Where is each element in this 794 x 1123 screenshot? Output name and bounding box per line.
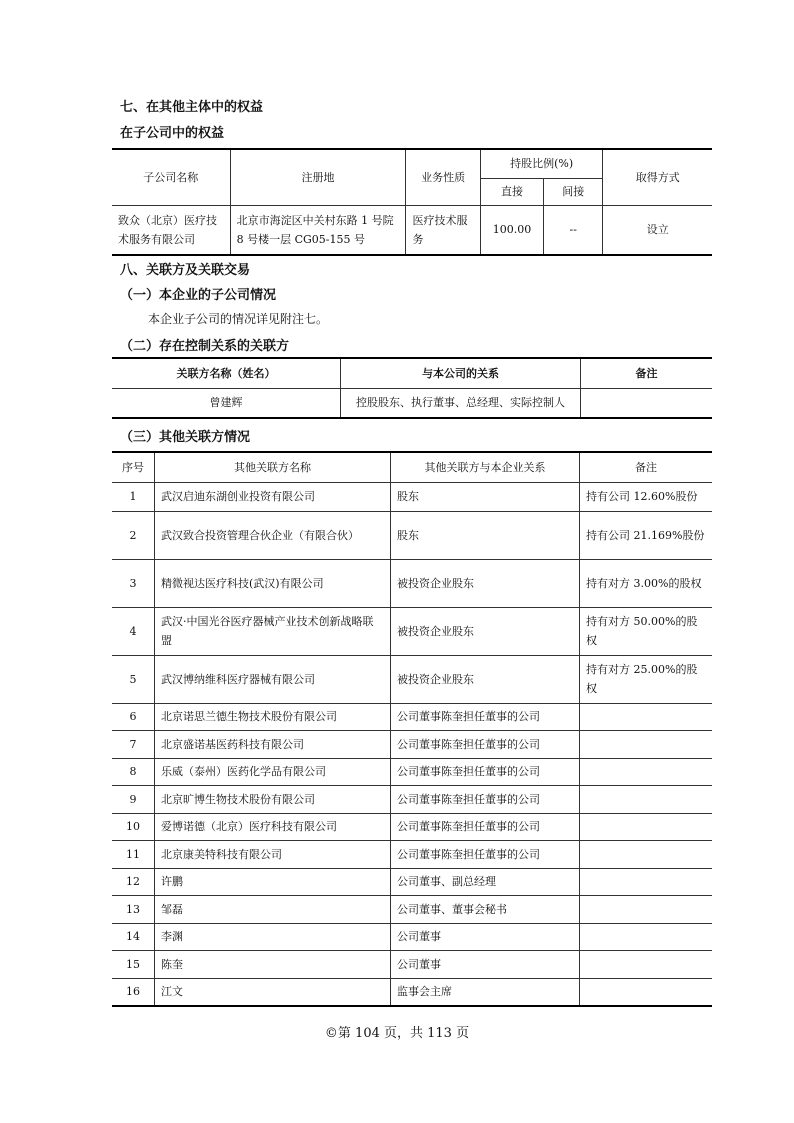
- col-header-other-relationship: 其他关联方与本企业关系: [391, 452, 580, 482]
- table-row: [112, 923, 712, 951]
- other-relationship-cell: 监事会主席: [391, 978, 580, 1006]
- other-party-name-cell: 精微视达医疗科技(武汉)有限公司: [155, 559, 391, 607]
- seq-cell: 8: [112, 758, 155, 786]
- table-row: [112, 758, 712, 786]
- subsection-3-title: （三）其他关联方情况: [120, 430, 251, 445]
- other-party-name-cell: 北京盛诺基医药科技有限公司: [155, 731, 391, 759]
- col-header-other-note: 备注: [580, 452, 713, 482]
- seq-cell: 9: [112, 786, 155, 814]
- subsidiary-interest-heading: 在子公司中的权益: [120, 126, 225, 141]
- controlling-party-table: [112, 357, 712, 419]
- col-header-other-party-name: 其他关联方名称: [155, 452, 391, 482]
- seq-cell: 11: [112, 841, 155, 869]
- other-relationship-cell: 公司董事陈奎担任董事的公司: [391, 841, 580, 869]
- other-note-cell: [580, 758, 713, 786]
- other-party-name-cell: 乐威（泰州）医药化学品有限公司: [155, 758, 391, 786]
- other-note-cell: 持有公司 21.169%股份: [580, 511, 713, 559]
- seq-cell: 10: [112, 813, 155, 841]
- page-footer: ©第 104 页，共 113 页: [324, 1026, 470, 1041]
- registered-place-cell: 北京市海淀区中关村东路 1 号院 8 号楼一层 CG05-155 号: [230, 205, 406, 255]
- col-header-direct: 直接: [480, 178, 543, 205]
- other-note-cell: 持有对方 3.00%的股权: [580, 559, 713, 607]
- table-row: [112, 841, 712, 869]
- other-party-name-cell: 邹磊: [155, 896, 391, 924]
- other-relationship-cell: 公司董事陈奎担任董事的公司: [391, 786, 580, 814]
- other-relationship-cell: 被投资企业股东: [391, 559, 580, 607]
- other-relationship-cell: 公司董事: [391, 923, 580, 951]
- other-relationship-cell: 公司董事: [391, 951, 580, 979]
- other-note-cell: [580, 703, 713, 731]
- other-note-cell: [580, 978, 713, 1006]
- other-relationship-cell: 被投资企业股东: [391, 655, 580, 703]
- other-party-name-cell: 武汉博纳维科医疗器械有限公司: [155, 655, 391, 703]
- other-party-name-cell: 北京康美特科技有限公司: [155, 841, 391, 869]
- seq-cell: 3: [112, 559, 155, 607]
- subsection-2-title: （二）存在控制关系的关联方: [120, 339, 290, 354]
- other-party-name-cell: 北京旷博生物技术股份有限公司: [155, 786, 391, 814]
- other-note-cell: [580, 951, 713, 979]
- col-header-subsidiary-name: 子公司名称: [112, 149, 230, 205]
- seq-cell: 12: [112, 868, 155, 896]
- section-heading-8: 八、关联方及关联交易: [120, 263, 251, 278]
- col-header-relationship: 与本公司的关系: [341, 358, 581, 388]
- other-note-cell: [580, 923, 713, 951]
- other-note-cell: 持有公司 12.60%股份: [580, 482, 713, 511]
- other-party-name-cell: 武汉·中国光谷医疗器械产业技术创新战略联盟: [155, 607, 391, 655]
- subsection-1-title: （一）本企业的子公司情况: [120, 288, 277, 303]
- indirect-ratio-cell: --: [544, 205, 603, 255]
- table-row: [112, 868, 712, 896]
- table-row: [112, 559, 712, 607]
- other-party-name-cell: 陈奎: [155, 951, 391, 979]
- table-row: [112, 786, 712, 814]
- subsection-1-text: 本企业子公司的情况详见附注七。: [148, 312, 329, 326]
- other-note-cell: 持有对方 25.00%的股权: [580, 655, 713, 703]
- subsidiary-table: [112, 148, 712, 256]
- table-row: [112, 511, 712, 559]
- col-header-party-name: 关联方名称（姓名）: [112, 358, 341, 388]
- other-relationship-cell: 公司董事、副总经理: [391, 868, 580, 896]
- section-heading-7: 七、在其他主体中的权益: [120, 100, 264, 115]
- other-note-cell: [580, 841, 713, 869]
- other-note-cell: [580, 813, 713, 841]
- col-header-seq: 序号: [112, 452, 155, 482]
- other-relationship-cell: 公司董事陈奎担任董事的公司: [391, 731, 580, 759]
- seq-cell: 2: [112, 511, 155, 559]
- other-party-name-cell: 武汉启迪东湖创业投资有限公司: [155, 482, 391, 511]
- direct-ratio-cell: 100.00: [480, 205, 543, 255]
- seq-cell: 14: [112, 923, 155, 951]
- other-relationship-cell: 公司董事陈奎担任董事的公司: [391, 758, 580, 786]
- other-relationship-cell: 公司董事陈奎担任董事的公司: [391, 813, 580, 841]
- table-row: [112, 703, 712, 731]
- seq-cell: 13: [112, 896, 155, 924]
- col-header-holding-ratio: 持股比例(%): [480, 149, 603, 178]
- other-note-cell: [580, 731, 713, 759]
- seq-cell: 15: [112, 951, 155, 979]
- table-row: [112, 951, 712, 979]
- col-header-indirect: 间接: [544, 178, 603, 205]
- table-row: [112, 813, 712, 841]
- other-relationship-cell: 公司董事陈奎担任董事的公司: [391, 703, 580, 731]
- other-party-name-cell: 江文: [155, 978, 391, 1006]
- other-relationship-cell: 被投资企业股东: [391, 607, 580, 655]
- acquisition-method-cell: 设立: [603, 205, 712, 255]
- party-name-cell: 曾建辉: [112, 388, 341, 418]
- table-row: [112, 655, 712, 703]
- other-note-cell: [580, 896, 713, 924]
- other-note-cell: [580, 786, 713, 814]
- other-note-cell: 持有对方 50.00%的股权: [580, 607, 713, 655]
- relationship-cell: 控股股东、执行董事、总经理、实际控制人: [341, 388, 581, 418]
- other-party-name-cell: 许鹏: [155, 868, 391, 896]
- col-header-business-nature: 业务性质: [406, 149, 480, 205]
- other-relationship-cell: 股东: [391, 482, 580, 511]
- seq-cell: 5: [112, 655, 155, 703]
- business-nature-cell: 医疗技术服务: [406, 205, 480, 255]
- other-party-name-cell: 北京诺思兰德生物技术股份有限公司: [155, 703, 391, 731]
- table-row: [112, 731, 712, 759]
- seq-cell: 7: [112, 731, 155, 759]
- table-row: [112, 607, 712, 655]
- other-relationship-cell: 股东: [391, 511, 580, 559]
- other-note-cell: [580, 868, 713, 896]
- col-header-registered-place: 注册地: [230, 149, 406, 205]
- table-row: [112, 896, 712, 924]
- col-header-note: 备注: [581, 358, 713, 388]
- other-party-name-cell: 李渊: [155, 923, 391, 951]
- other-party-name-cell: 爱博诺德（北京）医疗科技有限公司: [155, 813, 391, 841]
- other-relationship-cell: 公司董事、董事会秘书: [391, 896, 580, 924]
- seq-cell: 6: [112, 703, 155, 731]
- col-header-acquisition-method: 取得方式: [603, 149, 712, 205]
- other-related-parties-table: [112, 451, 712, 1007]
- table-row: [112, 978, 712, 1006]
- subsidiary-name-cell: 致众（北京）医疗技术服务有限公司: [112, 205, 230, 255]
- table-row: [112, 482, 712, 511]
- other-party-name-cell: 武汉致合投资管理合伙企业（有限合伙）: [155, 511, 391, 559]
- seq-cell: 4: [112, 607, 155, 655]
- note-cell: [581, 388, 713, 418]
- seq-cell: 16: [112, 978, 155, 1006]
- seq-cell: 1: [112, 482, 155, 511]
